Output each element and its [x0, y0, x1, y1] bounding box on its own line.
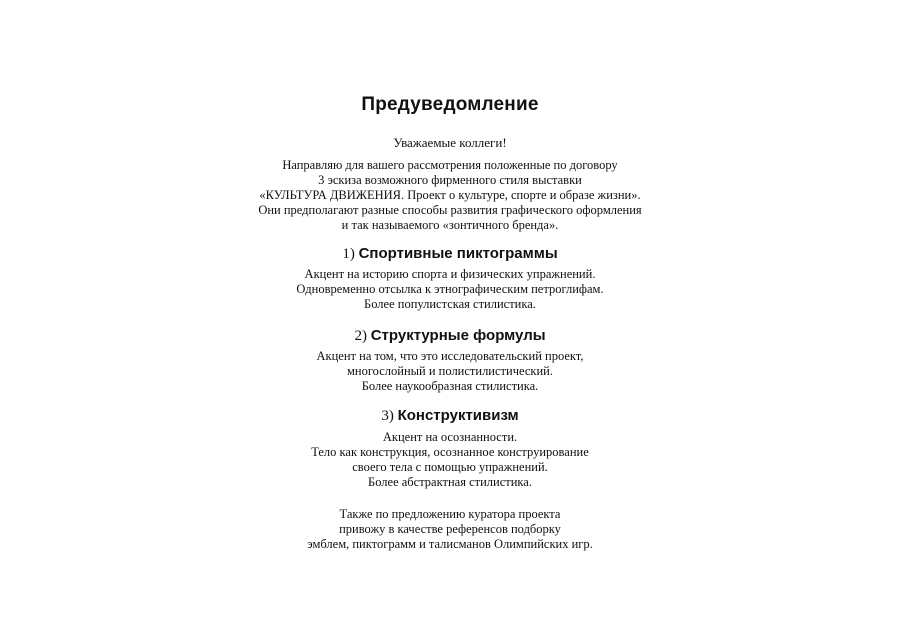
- closing-line: привожу в качестве референсов подборку: [339, 522, 561, 536]
- section-heading-3: [0, 407, 900, 425]
- section-line: своего тела с помощью упражнений.: [352, 460, 548, 474]
- section-body-2: [0, 349, 900, 394]
- closing-line: Также по предложению куратора проекта: [339, 507, 561, 521]
- section-number: 2): [354, 328, 367, 344]
- section-line: Акцент на историю спорта и физических упражнений.: [304, 267, 596, 281]
- document-title: Предуведомление: [361, 94, 539, 115]
- section-line: Тело как конструкция, осознанное конструирование: [311, 445, 589, 459]
- section-line: Более наукообразная стилистика.: [361, 379, 539, 393]
- section-line: Более абстрактная стилистика.: [368, 475, 532, 489]
- intro-line: Направляю для вашего рассмотрения положенные по договору: [282, 158, 618, 172]
- section-number: 3): [381, 408, 394, 424]
- section-number: 1): [342, 246, 355, 262]
- section-line: Акцент на осознанности.: [382, 430, 518, 444]
- section-line: Одновременно отсылка к этнографическим петроглифам.: [296, 282, 604, 296]
- section-line: Акцент на том, что это исследовательский проект,: [316, 349, 584, 363]
- section-body-1: [0, 267, 900, 312]
- section-body-3: [0, 430, 900, 490]
- greeting: Уважаемые коллеги!: [393, 135, 507, 150]
- closing-paragraph: [0, 507, 900, 552]
- section-heading-1: [0, 245, 900, 263]
- intro-line: 3 эскиза возможного фирменного стиля выставки: [318, 173, 582, 187]
- intro-line: Они предполагают разные способы развития графического оформления: [258, 203, 642, 217]
- section-title: Конструктивизм: [397, 407, 519, 424]
- intro-line: «КУЛЬТУРА ДВИЖЕНИЯ. Проект о культуре, спорте и образе жизни».: [259, 188, 641, 202]
- intro-paragraph: [0, 158, 900, 233]
- section-line: Более популистская стилистика.: [364, 297, 536, 311]
- section-line: многослойный и полистилистический.: [347, 364, 553, 378]
- section-title: Структурные формулы: [370, 327, 546, 344]
- intro-line: и так называемого «зонтичного бренда».: [341, 218, 559, 232]
- closing-line: эмблем, пиктограмм и талисманов Олимпийских игр.: [307, 537, 593, 551]
- section-title: Спортивные пиктограммы: [358, 245, 558, 262]
- section-heading-2: [0, 327, 900, 345]
